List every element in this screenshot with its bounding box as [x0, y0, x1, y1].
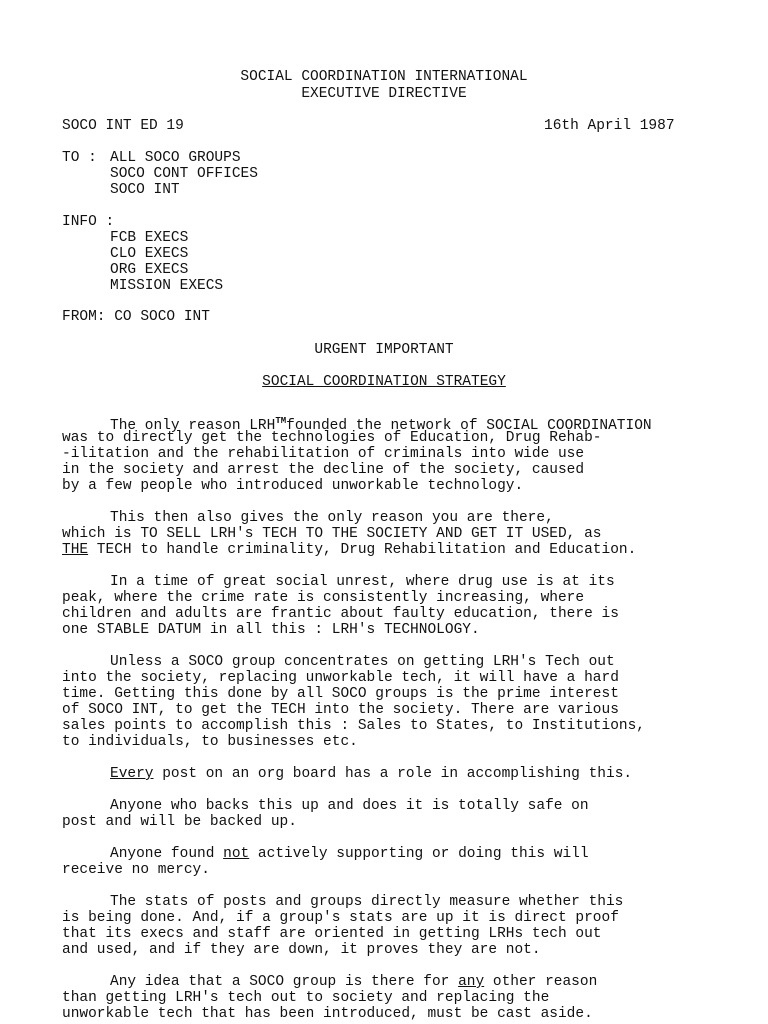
paragraph-line: time. Getting this done by all SOCO groups is the prime interest — [62, 686, 619, 702]
paragraph-line: sales points to accomplish this : Sales to States, to Institutions, — [62, 718, 645, 734]
text-run: founded the network of SOCIAL COORDINATION — [286, 418, 652, 434]
info-label: INFO : — [62, 214, 115, 230]
section-heading-text: SOCIAL COORDINATION STRATEGY — [262, 374, 506, 390]
urgency-label: URGENT IMPORTANT — [314, 342, 454, 358]
emphasis-text: not — [223, 846, 250, 862]
text-run: actively supporting or doing this will — [249, 846, 589, 862]
paragraph-line: This then also gives the only reason you are there, — [110, 510, 554, 526]
directive-reference: SOCO INT ED 19 — [62, 118, 184, 134]
text-run: Anyone found — [110, 846, 224, 862]
info-recipient: CLO EXECS — [110, 246, 189, 262]
paragraph-line: to individuals, to businesses etc. — [62, 734, 358, 750]
paragraph-line: Anyone who backs this up and does it is totally safe on — [110, 798, 589, 814]
paragraph-line — [62, 542, 636, 558]
paragraph-line: into the society, replacing unworkable tech, it will have a hard — [62, 670, 619, 686]
paragraph-line — [110, 846, 589, 862]
emphasis-text: any — [458, 974, 485, 990]
info-recipient: FCB EXECS — [110, 230, 189, 246]
paragraph-line: -ilitation and the rehabilitation of criminals into wide use — [62, 446, 585, 462]
directive-date: 16th April 1987 — [544, 118, 675, 134]
paragraph-line: receive no mercy. — [62, 862, 210, 878]
paragraph-line: by a few people who introduced unworkable technology. — [62, 478, 524, 494]
trademark-mark: TM — [275, 416, 287, 426]
to-recipient: SOCO INT — [110, 182, 180, 198]
paragraph-line: than getting LRH's tech out to society and replacing the — [62, 990, 550, 1006]
paragraph-line: of SOCO INT, to get the TECH into the society. There are various — [62, 702, 619, 718]
paragraph-line: Unless a SOCO group concentrates on getting LRH's Tech out — [110, 654, 615, 670]
document-title: SOCIAL COORDINATION INTERNATIONAL — [240, 69, 528, 85]
info-recipient: ORG EXECS — [110, 262, 189, 278]
info-recipient: MISSION EXECS — [110, 278, 224, 294]
from-line: FROM: CO SOCO INT — [62, 309, 210, 325]
document-subtitle: EXECUTIVE DIRECTIVE — [301, 86, 467, 102]
paragraph-line: was to directly get the technologies of Education, Drug Rehab- — [62, 430, 602, 446]
paragraph-line: peak, where the crime rate is consistently increasing, where — [62, 590, 585, 606]
paragraph-line: which is TO SELL LRH's TECH TO THE SOCIETY AND GET IT USED, as — [62, 526, 602, 542]
paragraph-line: one STABLE DATUM in all this : LRH's TECHNOLOGY. — [62, 622, 480, 638]
paragraph-line: that its execs and staff are oriented in getting LRHs tech out — [62, 926, 602, 942]
text-run: other reason — [484, 974, 598, 990]
paragraph-line: and used, and if they are down, it proves they are not. — [62, 942, 541, 958]
paragraph-line — [110, 974, 597, 990]
to-recipient: ALL SOCO GROUPS — [110, 150, 241, 166]
emphasis-text: THE — [62, 542, 89, 558]
paragraph-line — [110, 766, 632, 782]
paragraph-line: In a time of great social unrest, where drug use is at its — [110, 574, 615, 590]
paragraph-line: children and adults are frantic about faulty education, there is — [62, 606, 619, 622]
paragraph-line: unworkable tech that has been introduced, must be cast aside. — [62, 1006, 593, 1022]
to-recipient: SOCO CONT OFFICES — [110, 166, 258, 182]
paragraph-line: The stats of posts and groups directly measure whether this — [110, 894, 624, 910]
text-run: The only reason LRH — [110, 418, 276, 434]
text-run: TECH to handle criminality, Drug Rehabilitation and Education. — [88, 542, 637, 558]
text-run: Any idea that a SOCO group is there for — [110, 974, 459, 990]
paragraph-line: in the society and arrest the decline of the society, caused — [62, 462, 585, 478]
text-run: post on an org board has a role in accomplishing this. — [153, 766, 633, 782]
section-heading — [0, 374, 768, 390]
to-label: TO : — [62, 150, 97, 166]
paragraph-line: post and will be backed up. — [62, 814, 297, 830]
paragraph-line: is being done. And, if a group's stats are up it is direct proof — [62, 910, 619, 926]
emphasis-text: Every — [110, 766, 154, 782]
